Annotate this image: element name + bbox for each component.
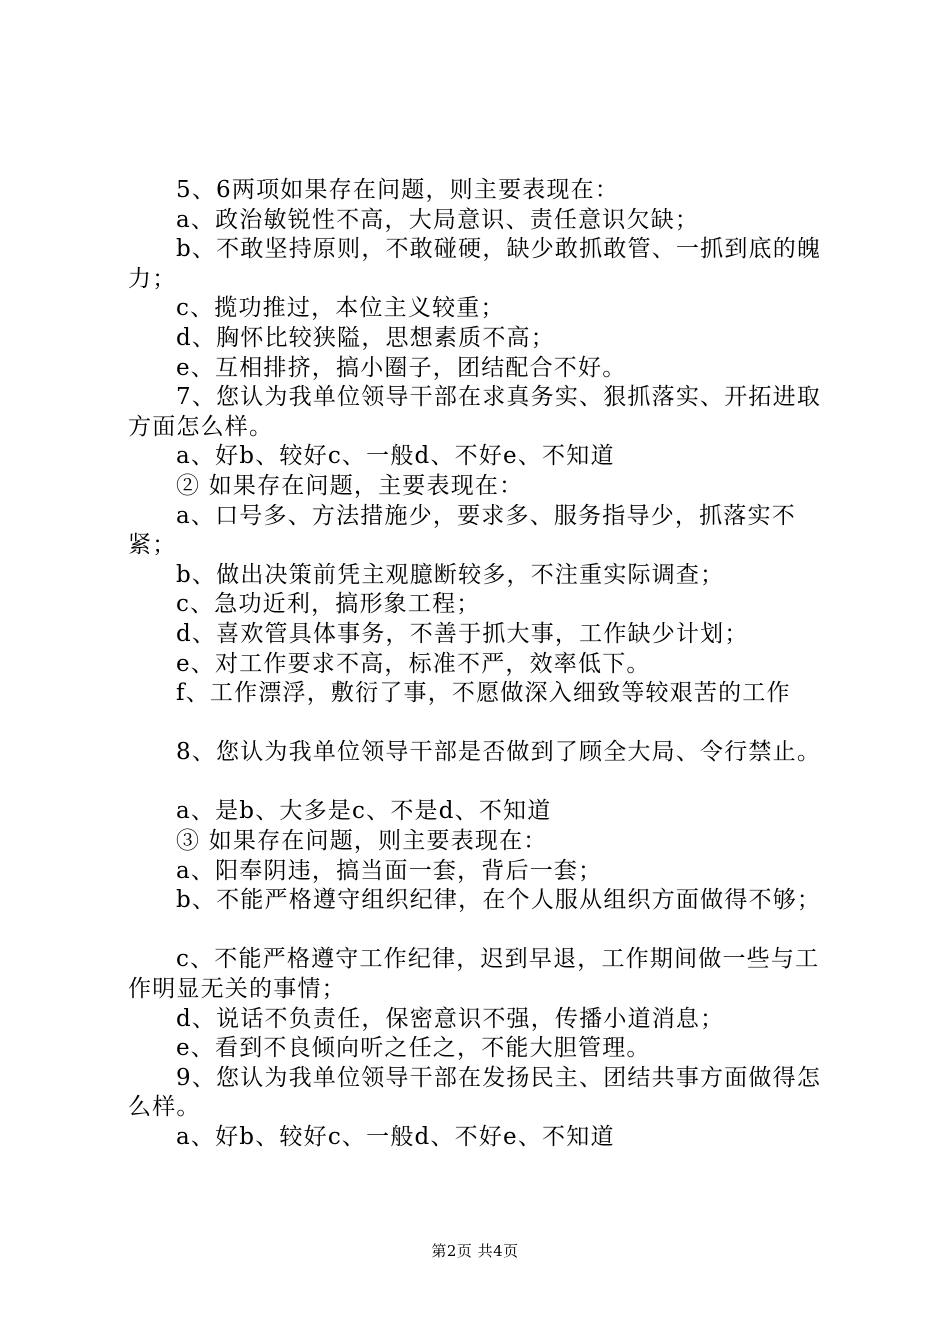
blank-line: [128, 709, 838, 739]
paragraph: ② 如果存在问题，主要表现在：: [176, 472, 524, 499]
paragraph: c、急功近利，搞形象工程；: [176, 591, 481, 618]
paragraph: a、是b、大多是c、不是d、不知道: [176, 798, 552, 825]
paragraph: b、做出决策前凭主观臆断较多，不注重实际调查；: [176, 561, 725, 588]
page-number-label: 第2页 共4页: [431, 1242, 519, 1260]
paragraph: f、工作漂浮，敷衍了事，不愿做深入细致等较艰苦的工作: [176, 680, 791, 707]
paragraph: b、不能严格遵守组织纪律，在个人服从组织方面做得不够；: [176, 887, 822, 914]
paragraph: c、不能严格遵守工作纪律，迟到早退，工作期间做一些与工作明显无关的事情；: [128, 946, 820, 1003]
paragraph: 7、您认为我单位领导干部在求真务实、狠抓落实、开拓进取方面怎么样。: [128, 384, 822, 440]
paragraph: a、好b、较好c、一般d、不好e、不知道: [176, 1124, 615, 1150]
paragraph: 5、6两项如果存在问题，则主要表现在：: [176, 177, 620, 203]
document-body: [128, 176, 838, 1153]
paragraph: b、不敢坚持原则，不敢碰硬，缺少敢抓敢管、一抓到底的魄力；: [128, 236, 822, 292]
paragraph: a、口号多、方法措施少，要求多、服务指导少，抓落实不紧；: [128, 502, 796, 559]
paragraph: e、互相排挤，搞小圈子，团结配合不好。: [176, 354, 627, 381]
paragraph: e、看到不良倾向听之任之，不能大胆管理。: [176, 1035, 651, 1062]
paragraph: d、说话不负责任，保密意识不强，传播小道消息；: [176, 1005, 725, 1032]
paragraph: a、阳奉阴违，搞当面一套，背后一套；: [176, 857, 603, 884]
paragraph: d、喜欢管具体事务，不善于抓大事，工作缺少计划；: [176, 620, 749, 647]
blank-line: [128, 916, 838, 946]
paragraph: 8、您认为我单位领导干部是否做到了顾全大局、令行禁止。: [176, 739, 822, 766]
blank-line: [128, 768, 838, 798]
paragraph: a、政治敏锐性不高，大局意识、责任意识欠缺；: [176, 206, 700, 233]
paragraph: 9、您认为我单位领导干部在发扬民主、团结共事方面做得怎么样。: [128, 1064, 822, 1121]
paragraph: ③ 如果存在问题，则主要表现在：: [176, 828, 548, 855]
paragraph: a、好b、较好c、一般d、不好e、不知道: [176, 443, 615, 470]
page-footer: [0, 1241, 950, 1261]
paragraph: e、对工作要求不高，标准不严，效率低下。: [176, 650, 651, 677]
paragraph: d、胸怀比较狭隘，思想素质不高；: [176, 324, 555, 351]
paragraph: c、揽功推过，本位主义较重；: [176, 295, 505, 322]
